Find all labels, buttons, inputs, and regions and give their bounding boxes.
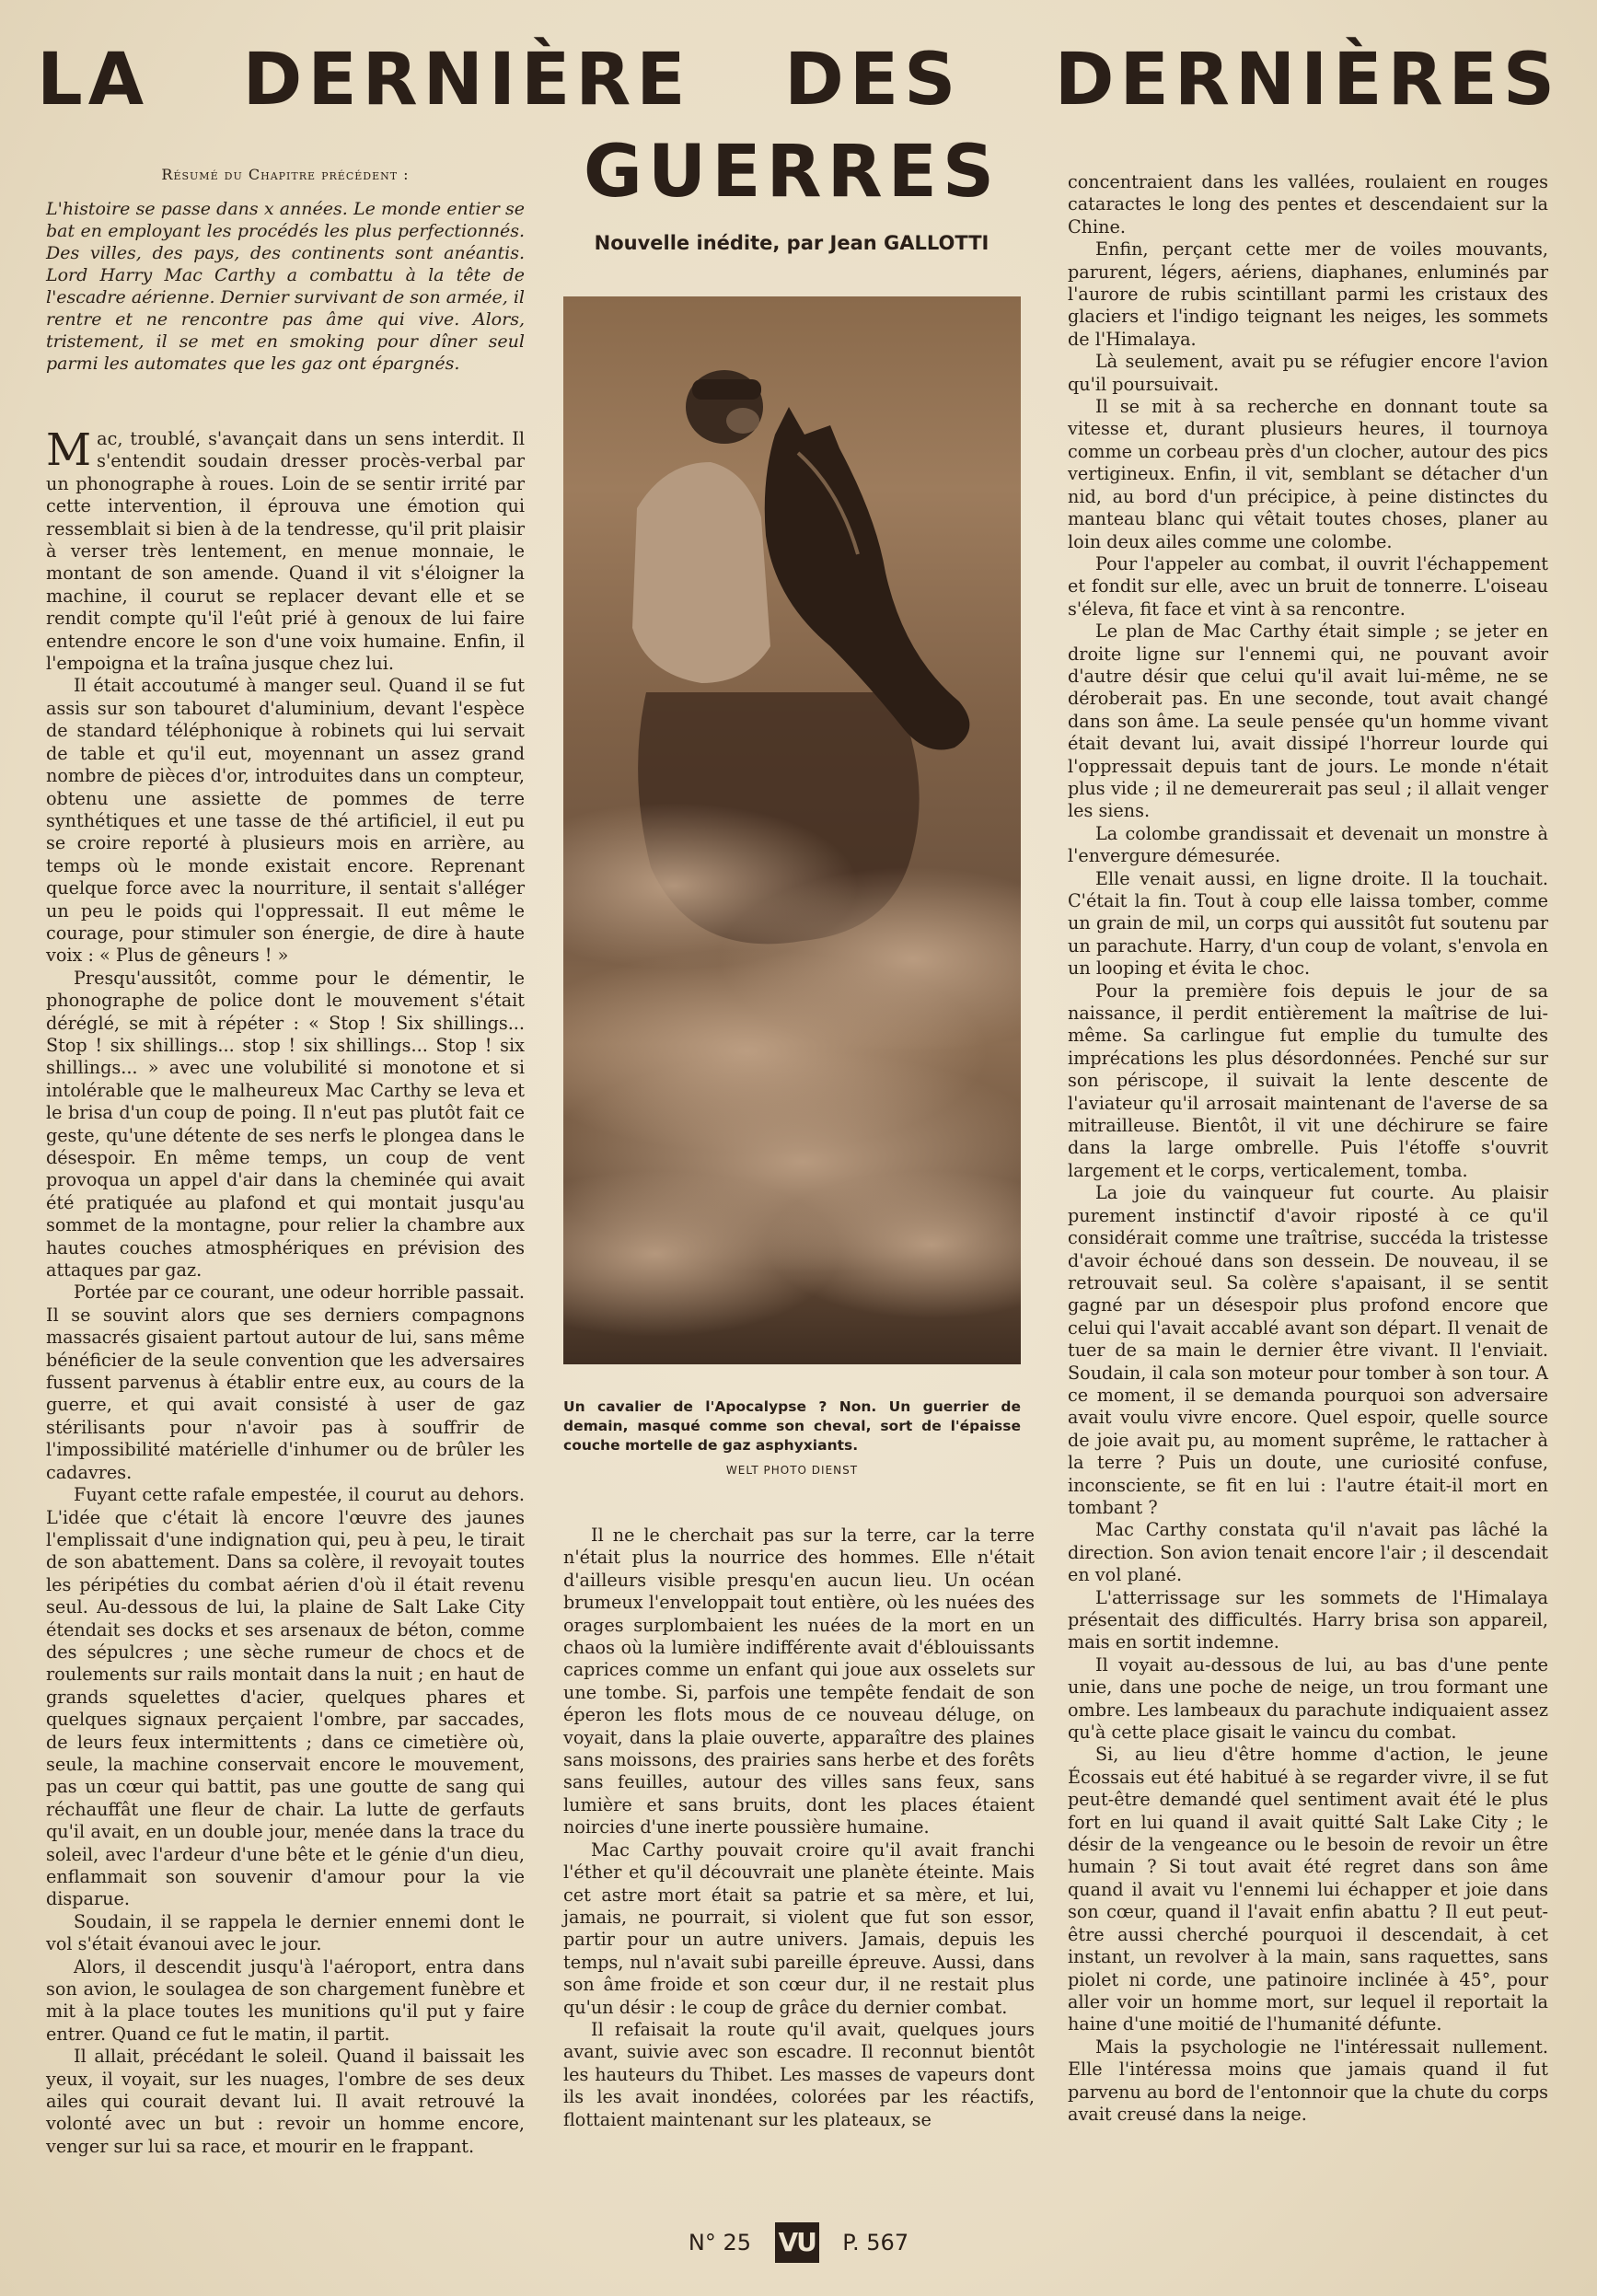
paragraph: Il allait, précédant le soleil. Quand il baissait les yeux, il voyait, sur les nuages, l'ombre de ses deux ailes qui courait devant lui. Il avait retrouvé la volonté avec un but : revoir un homme encore, venger sur lui sa race, et mourir en le frappant. — [46, 2046, 525, 2157]
paragraph: Soudain, il se rappela le dernier ennemi dont le vol s'était évanoui avec le jour. — [46, 1910, 525, 1955]
vu-logo: VU — [775, 2222, 819, 2263]
paragraph: Si, au lieu d'être homme d'action, le jeune Écossais eut été habitué à se regarder vivre, il se fut peut-être demandé quel sentiment avait été le plus fort en lui quand il avait quitté Salt Lake City ; le désir de la vengeance ou le besoin de revoir un être humain ? Si tout avait été regret dans son âme quand il avait vu l'ennemi lui échapper et joie dans son cœur, quand il l'avait enfin abattu ? Il eut peut-être aussi cherché pourquoi il descendait, à cet instant, un revolver à la main, sans raquettes, sans piolet ni corde, une patinoire inclinée à 45°, pour aller voir un homme mort, sur lequel il reportait la haine d'une moitié de l'humanité défunte. — [1068, 1744, 1548, 2035]
paragraph: Pour la première fois depuis le jour de sa naissance, il perdit entièrement la maîtrise de lui-même. Sa carlingue fut emplie du tumulte des imprécations les plus désordonnées. Penché sur sur son périscope, il suivait la lente descente de l'aviateur qu'il arrosait maintenant de l'averse de sa mitrailleuse. Bientôt, il vit une déchirure se faire dans la large ombrelle. Puis l'étoffe s'ouvrit largement et le corps, verticalement, tomba. — [1068, 980, 1548, 1181]
paragraph: Pour l'appeler au combat, il ouvrit l'échappement et fondit sur elle, avec un bruit de tonnerre. L'oiseau s'éleva, fit face et vint à sa rencontre. — [1068, 552, 1548, 620]
page-number: P. 567 — [842, 2230, 909, 2255]
paragraph: Il voyait au-dessous de lui, au bas d'une pente unie, dans une poche de neige, un trou formant une ombre. Les lambeaux du parachute indiquaient assez qu'à cette place gisait le vaincu du combat. — [1068, 1653, 1548, 1744]
paragraph: Il ne le cherchait pas sur la terre, car la terre n'était plus la nourrice des hommes. Elle n'était d'ailleurs visible presqu'en aucun lieu. Un océan brumeux l'enveloppait tout entière, où les nuées des orages surplombaient les nuées de la mort en un chaos où la lumière indifférente avait d'éblouissants caprices comme un enfant qui joue aux osselets sur une tombe. Si, parfois une tempête fendait de son éperon les flots mous de ce nouveau déluge, on voyait, dans la plaie ouverte, apparaître des plaines sans moissons, des prairies sans herbe et des forêts sans feuilles, autour des villes sans feux, sans lumière et sans bruits, dont les places étaient noircies d'une inerte poussière humaine. — [563, 1525, 1035, 1838]
paragraph: Mac Carthy pouvait croire qu'il avait franchi l'éther et qu'il découvrait une planète éteinte. Mais cet astre mort était sa patrie et sa mère, et lui, jamais, ne pourrait, si violent que fut son essor, partir pour un autre univers. Jamais, depuis les temps, nul n'avait subi pareille épreuve. Aussi, dans son âme froide et son cœur dur, il ne restait plus qu'un désir : le coup de grâce du dernier combat. — [563, 1838, 1035, 2018]
article-title-line1: LA DERNIÈRE DES DERNIÈRES — [37, 39, 1560, 122]
text-column-1 — [46, 424, 525, 2158]
paragraph: Portée par ce courant, une odeur horrible passait. Il se souvint alors que ses derniers compagnons massacrés gisaient partout autour de lui, sans même bénéficier de la seule convention que les adversaires fussent parvenus à établir entre eux, au cours de la guerre, et qui avait consisté à user de gaz stérilisants pour n'avoir pas à souffrir de l'impossibilité matérielle d'inhumer ou de brûler les cadavres. — [46, 1281, 525, 1483]
article-title-line2: GUERRES — [583, 131, 1001, 214]
drop-cap: M — [46, 424, 92, 476]
paragraph: L'atterrissage sur les sommets de l'Himalaya présentait des difficultés. Harry brisa son appareil, mais en sortit indemne. — [1068, 1586, 1548, 1653]
photo-caption: Un cavalier de l'Apocalypse ? Non. Un guerrier de demain, masqué comme son cheval, sort de l'épaisse couche mortelle de gaz asphyxiants. — [563, 1398, 1021, 1454]
paragraph: Fuyant cette rafale empestée, il courut au dehors. L'idée que c'était là encore l'œuvre des jaunes l'emplissait d'une indignation qui, peu à peu, le tirait de son abattement. Dans sa colère, il revoyait toutes les péripéties du combat aérien d'où il était revenu seul. Au-dessous de lui, la plaine de Salt Lake City étendait ses docks et ses arsenaux de béton, comme des sépulcres ; une sèche rumeur de chocs et de roulements sur rails montait dans la nuit ; en haut de grands squelettes d'acier, quelques phares et quelques signaux perçaient l'ombre, par saccades, de leurs feux intermittents ; dans ce cimetière où, seule, la machine conservait encore le mouvement, pas un cœur qui battit, pas une goutte de sang qui réchauffât une fleur de chair. La lutte de gerfauts qu'il avait, en un double jour, menée dans la trace du soleil, avec l'ardeur d'une bête et le génie d'un dieu, enflammait son souvenir d'amour pour la vie disparue. — [46, 1484, 525, 1910]
paragraph: concentraient dans les vallées, roulaient en rouges cataractes le long des pentes et descendaient sur la Chine. — [1068, 171, 1548, 238]
text-column-3 — [1068, 171, 1548, 2126]
text-column-2 — [563, 1525, 1035, 2131]
rider-photo — [563, 296, 1021, 1364]
issue-number: N° 25 — [688, 2230, 752, 2255]
byline: Nouvelle inédite, par Jean GALLOTTI — [594, 232, 989, 254]
gas-rider-illustration — [563, 296, 1021, 1364]
summary-heading: Résumé du Chapitre précédent : — [161, 166, 410, 183]
paragraph: La joie du vainqueur fut courte. Au plaisir purement instinctif d'avoir riposté à ce qu'il considérait comme une traîtrise, succéda la tristesse d'avoir échoué dans son dessein. De nouveau, il se retrouvait seul. Sa colère s'apaisant, il se sentit gagné par un désespoir plus profond encore que celui qui l'avait accablé avant son départ. Il venait de tuer de sa main le dernier être vivant. Il l'enviait. Soudain, il cala son moteur pour tomber à son tour. A ce moment, il se demanda pourquoi son adversaire avait voulu vivre encore. Quel espoir, quelle source de joie avait pu, au moment suprême, le rattacher à la terre ? Puis un doute, une curiosité confuse, inconsciente, se fit en lui : l'autre était-il mort en tombant ? — [1068, 1182, 1548, 1518]
paragraph: Il était accoutumé à manger seul. Quand il se fut assis sur son tabouret d'aluminium, devant l'espèce de standard téléphonique à robinets qui lui servait de table et qu'il eut, moyennant un assez grand nombre de pièces d'or, introduites dans un compteur, obtenu une assiette de pommes de terre synthétiques et une tasse de thé artificiel, il eut pu se croire reporté à plusieurs mois en arrière, au temps où le monde existait encore. Reprenant quelque force avec la nourriture, il sentait s'alléger un peu le poids qui l'oppressait. Il eut même le courage, pour stimuler son énergie, de dire à haute voix : « Plus de gêneurs ! » — [46, 675, 525, 967]
paragraph: Presqu'aussitôt, comme pour le démentir, le phonographe de police dont le mouvement s'était déréglé, se mit à répéter : « Stop ! Six shillings... Stop ! six shillings... stop ! six shillings... Stop ! six shillings... » avec une volubilité si monotone et si intolérable que le malheureux Mac Carthy se leva et le brisa d'un coup de poing. Il n'eut pas plutôt fait ce geste, qu'une détente de ses nerfs le plongea dans le désespoir. En même temps, un coup de vent provoqua un appel d'air dans la cheminée qui avait été pratiquée au plafond et qui montait jusqu'au sommet de la montagne, pour relier la chambre aux hautes couches atmosphériques en prévision des attaques par gaz. — [46, 967, 525, 1281]
paragraph: Là seulement, avait pu se réfugier encore l'avion qu'il poursuivait. — [1068, 351, 1548, 395]
paragraph: Elle venait aussi, en ligne droite. Il la touchait. C'était la fin. Tout à coup elle laissa tomber, comme un grain de mil, un corps qui aussitôt fut soutenu par un parachute. Harry, d'un coup de volant, s'envola en un looping et évita le choc. — [1068, 867, 1548, 980]
paragraph: Le plan de Mac Carthy était simple ; se jeter en droite ligne sur l'ennemi qui, ne pouvant avoir d'autre désir que celui qu'il avait lui-même, ne se déroberait pas. En une seconde, tout avait changé dans son âme. La seule pensée qu'un homme vivant était devant lui, avait dissipé l'horreur lourde qui l'oppressait depuis tant de jours. Le monde n'était plus vide ; il ne demeurerait pas seul ; il allait venger les siens. — [1068, 620, 1548, 822]
paragraph: ac, troublé, s'avançait dans un sens interdit. Il s'entendit soudain dresser procès-verbal par un phonographe à roues. Loin de se sentir irrité par cette intervention, il éprouva une émotion qui ressemblait si bien à de la tendresse, qu'il prit plaisir à verser très lentement, en menue monnaie, le montant de son amende. Quand il vit s'éloigner la machine, il courut se replacer devant elle et se rendit compte qu'il l'eût prié à genoux de lui faire entendre encore le son d'une voix humaine. Enfin, il l'empoigna et la traîna jusque chez lui. — [46, 428, 525, 675]
summary-text: L'histoire se passe dans x années. Le monde entier se bat en employant les procédés les plus perfectionnés. Des villes, des pays, des continents sont anéantis. Lord Harry Mac Carthy a combattu à la tête de l'escadre aérienne. Dernier survivant de son armée, il rentre et ne rencontre pas âme qui vive. Alors, tristement, il se met en smoking pour dîner seul parmi les automates que les gaz ont épargnés. — [46, 199, 525, 374]
paragraph: Il se mit à sa recherche en donnant toute sa vitesse et, durant plusieurs heures, il tournoya comme un corbeau près d'un clocher, autour des pics vertigineux. Enfin, il vit, semblant se détacher d'un nid, au bord d'un précipice, à peine distinctes du manteau blanc qui vêtait toutes choses, planer au loin deux ailes comme une colombe. — [1068, 396, 1548, 552]
photo-credit: WELT PHOTO DIENST — [725, 1464, 859, 1477]
paragraph: Alors, il descendit jusqu'à l'aéroport, entra dans son avion, le soulagea de son chargement funèbre et mit à la place toutes les munitions qu'il put y faire entrer. Quand ce fut le matin, il partit. — [46, 1955, 525, 2045]
paragraph: Il refaisait la route qu'il avait, quelques jours avant, suivie avec son escadre. Il reconnut bientôt les hauteurs du Thibet. Les masses de vapeurs dont ils les avait inondées, colorées par les réactifs, flottaient maintenant sur les plateaux, se — [563, 2018, 1035, 2130]
paragraph: Enfin, perçant cette mer de voiles mouvants, parurent, légers, aériens, diaphanes, enluminés par l'aurore de rubis scintillant parmi les cristaux des glaciers et l'indigo teignant les neiges, les sommets de l'Himalaya. — [1068, 238, 1548, 350]
page-footer — [0, 2222, 1597, 2263]
previous-chapter-summary — [46, 166, 525, 375]
paragraph: Mais la psychologie ne l'intéressait nullement. Elle l'intéressa moins que jamais quand il fut parvenu au bord de l'entonnoir que la chute du corps avait creusé dans la neige. — [1068, 2035, 1548, 2125]
paragraph: La colombe grandissait et devenait un monstre à l'envergure démesurée. — [1068, 822, 1548, 867]
paragraph: Mac Carthy constata qu'il n'avait pas lâché la direction. Son avion tenait encore l'air ; il descendait en vol plané. — [1068, 1519, 1548, 1586]
